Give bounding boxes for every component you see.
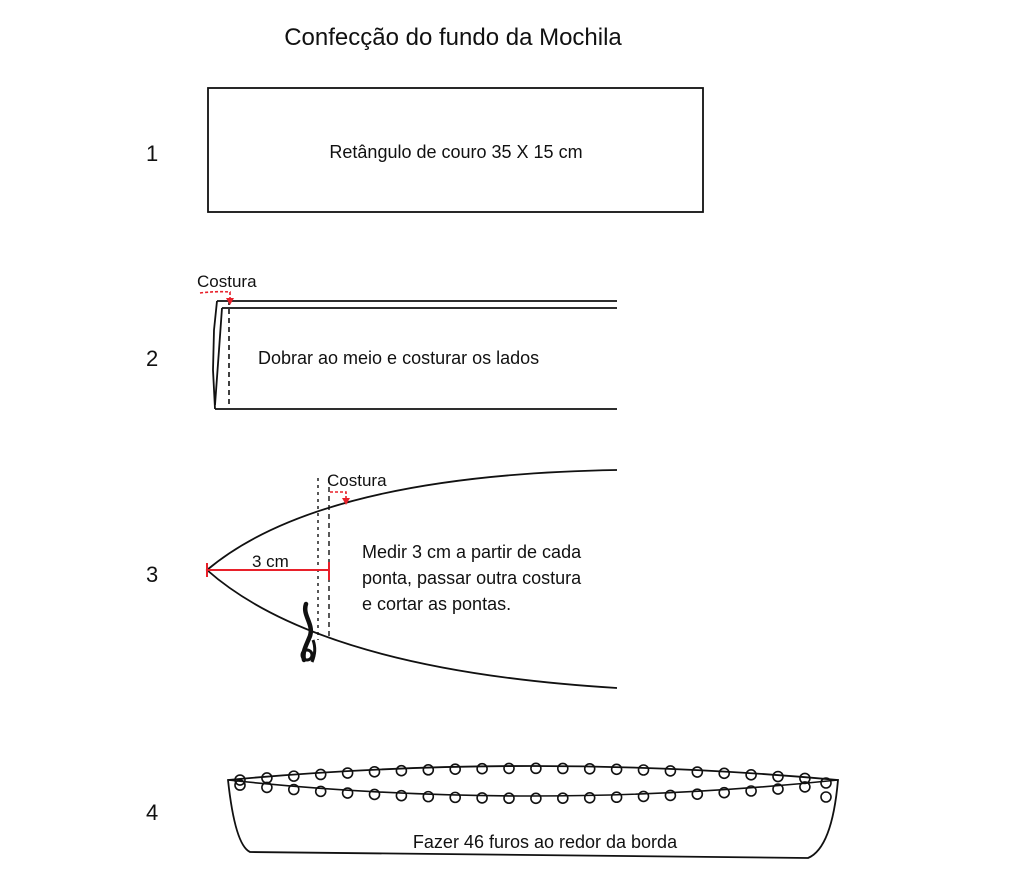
hole <box>504 793 514 803</box>
hole <box>612 792 622 802</box>
seam-label-step3: Costura <box>327 471 387 490</box>
hole <box>289 771 299 781</box>
step-3-text: Medir 3 cm a partir de cada ponta, passar outra costura e cortar as pontas. <box>362 542 582 614</box>
measure-label: 3 cm <box>252 552 289 571</box>
step-3 <box>146 470 617 688</box>
step-number-3: 3 <box>146 562 159 587</box>
hole <box>531 763 541 773</box>
hole <box>370 767 380 777</box>
seam-label: Costura <box>197 272 257 291</box>
step-2-text: Dobrar ao meio e costurar os lados <box>258 348 540 368</box>
hole <box>639 765 649 775</box>
step-number-2: 2 <box>146 346 159 371</box>
hole <box>585 793 595 803</box>
hole <box>719 768 729 778</box>
hole <box>558 763 568 773</box>
seam-indicator-arrow <box>200 292 230 300</box>
hole <box>450 792 460 802</box>
hole <box>821 792 831 802</box>
hole <box>316 769 326 779</box>
step-1-text: Retângulo de couro 35 X 15 cm <box>329 142 583 162</box>
hole <box>504 763 514 773</box>
hole <box>612 764 622 774</box>
hole <box>423 792 433 802</box>
hole <box>396 766 406 776</box>
hole <box>343 768 353 778</box>
hole <box>639 791 649 801</box>
step-1 <box>146 88 703 212</box>
hole <box>423 765 433 775</box>
hole <box>396 791 406 801</box>
step-4-text: Fazer 46 furos ao redor da borda <box>412 832 678 852</box>
step-number-4: 4 <box>146 800 159 825</box>
step-2 <box>146 272 617 409</box>
step-number-1: 1 <box>146 141 159 166</box>
hole <box>746 770 756 780</box>
holes-group <box>235 763 831 803</box>
hole <box>531 793 541 803</box>
hole <box>692 767 702 777</box>
hole <box>585 764 595 774</box>
step-4 <box>146 763 838 858</box>
scissors-icon <box>302 604 315 662</box>
hole <box>773 772 783 782</box>
hole <box>558 793 568 803</box>
hole <box>477 764 487 774</box>
hole <box>665 766 675 776</box>
hole <box>477 793 487 803</box>
hole <box>450 764 460 774</box>
page-title: Confecção do fundo da Mochila <box>284 24 622 51</box>
hole <box>262 773 272 783</box>
